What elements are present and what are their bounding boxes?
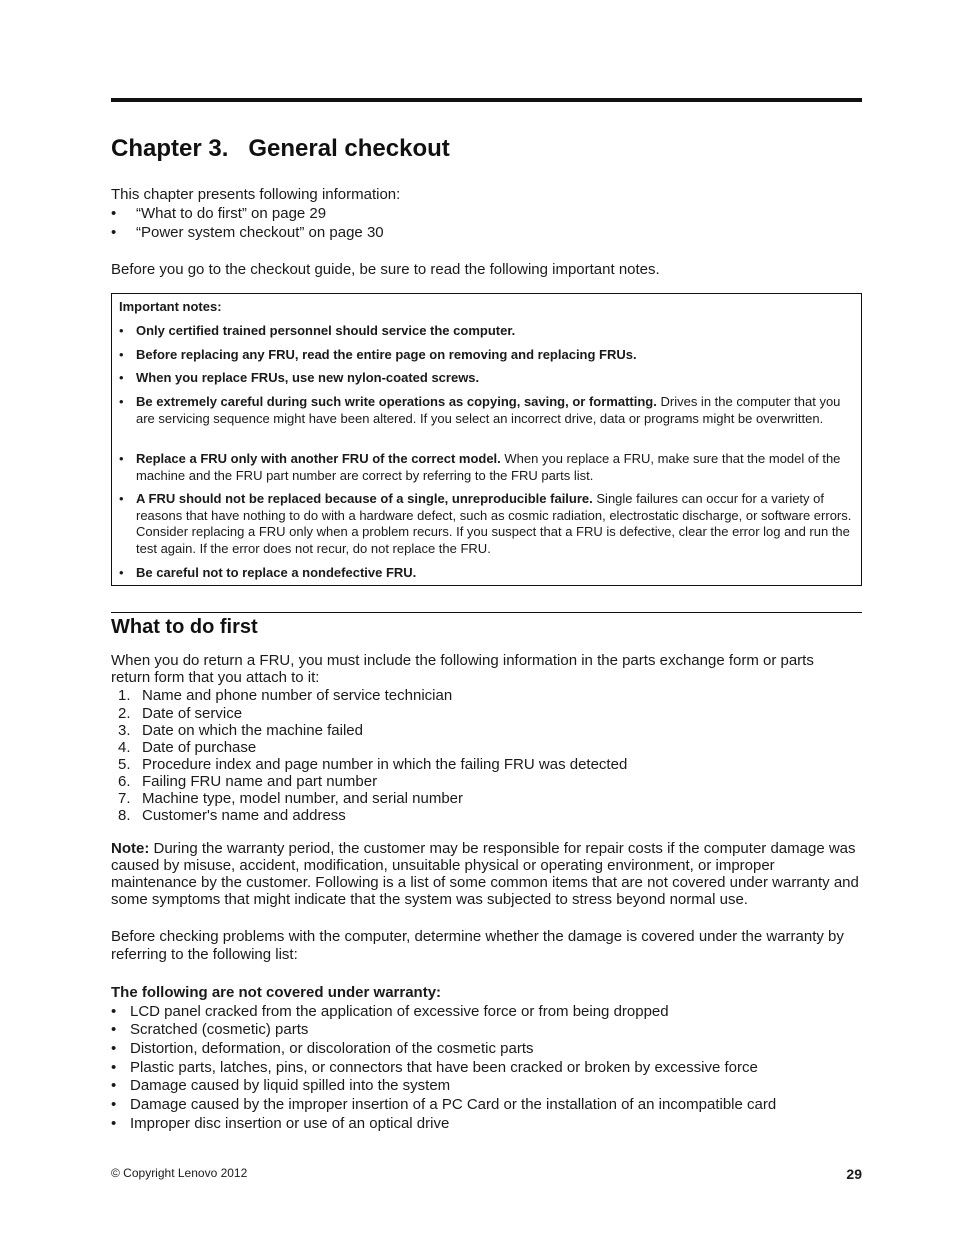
intro-text: This chapter presents following information: [111,186,401,203]
important-note-item: • Before replacing any FRU, read the entire page on removing and replacing FRUs. [119,347,637,362]
numbered-item: 5. Procedure index and page number in which the failing FRU was detected [118,756,628,773]
important-note-item: • When you replace FRUs, use new nylon-coated screws. [119,370,480,385]
section-intro: When you do return a FRU, you must include the following information in the parts exchange form or parts return form that you attach to it: [111,652,814,686]
chapter-number: Chapter 3. [111,135,229,162]
not-covered-heading: The following are not covered under warranty: [111,984,442,1001]
not-covered-item: • LCD panel cracked from the application of excessive force or from being dropped [111,1003,669,1020]
numbered-item: 8. Customer's name and address [118,807,346,824]
chapter-top-rule [111,98,862,102]
not-covered-item: • Damage caused by the improper insertion of a PC Card or the installation of an incompatible card [111,1096,777,1113]
numbered-item: 3. Date on which the machine failed [118,722,363,739]
important-note-item: • Replace a FRU only with another FRU of the correct model. When you replace a FRU, make sure that the model of the machine and the FRU part number are correct by referring to the FRU parts list. [119,451,841,483]
intro-list-item: • “Power system checkout” on page 30 [111,224,384,241]
not-covered-item: • Damage caused by liquid spilled into the system [111,1077,451,1094]
important-notes-heading: Important notes: [119,299,222,314]
section-rule [111,612,862,613]
numbered-item: 2. Date of service [118,705,243,722]
not-covered-item: • Improper disc insertion or use of an optical drive [111,1115,450,1132]
important-note-item: • Be careful not to replace a nondefective FRU. [119,565,417,580]
numbered-item: 7. Machine type, model number, and serial number [118,790,464,807]
numbered-item: 1. Name and phone number of service technician [118,687,453,704]
numbered-item: 4. Date of purchase [118,739,257,756]
not-covered-item: • Scratched (cosmetic) parts [111,1021,309,1038]
important-note-item: • A FRU should not be replaced because of a single, unreproducible failure. Single failures can occur for a variety of reasons that have nothing to do with a hardware defect, such as cosmic radiation, electrostatic discharge, or software errors. Consider replacing a FRU only when a problem recurs. If you suspect that a FRU is defective, clear the error log and run the test again. If the error does not recur, do not replace the FRU. [119,491,852,557]
section-title: What to do first [111,616,258,638]
important-note-item: • Be extremely careful during such write operations as copying, saving, or formatting. Drives in the computer that you are servicing sequence might have been altered. If you select an incorrect drive, data or programs might be overwritten. [119,394,841,426]
important-notes-box [111,293,862,586]
before-checking-text: Before checking problems with the computer, determine whether the damage is covered under the warranty by referring to the following list: [111,928,844,963]
note-text: During the warranty period, the customer may be responsible for repair costs if the computer damage was caused by misuse, accident, modification, unsuitable physical or operating environment, or improper maintenance by the customer. Following is a list of some common items that are not covered under warranty and some symptoms that might indicate that the system was subjected to stress beyond normal use. [111,840,859,908]
chapter-name: General checkout [248,135,450,162]
chapter-title [111,135,450,163]
important-note-item: • Only certified trained personnel should service the computer. [119,323,516,338]
intro-link-power-system-checkout[interactable]: “Power system checkout” on page 30 [136,224,384,241]
not-covered-item: • Plastic parts, latches, pins, or connectors that have been cracked or broken by excessive force [111,1059,758,1076]
footer-copyright: © Copyright Lenovo 2012 [111,1166,248,1180]
not-covered-item: • Distortion, deformation, or discoloration of the cosmetic parts [111,1040,534,1057]
numbered-item: 6. Failing FRU name and part number [118,773,378,790]
before-checkout-text: Before you go to the checkout guide, be sure to read the following important notes. [111,261,660,278]
intro-list-item: • “What to do first” on page 29 [111,205,327,222]
page-number: 29 [846,1166,862,1182]
note-label: Note: [111,840,150,857]
warranty-note [111,840,863,908]
intro-link-what-to-do-first[interactable]: “What to do first” on page 29 [136,205,327,222]
